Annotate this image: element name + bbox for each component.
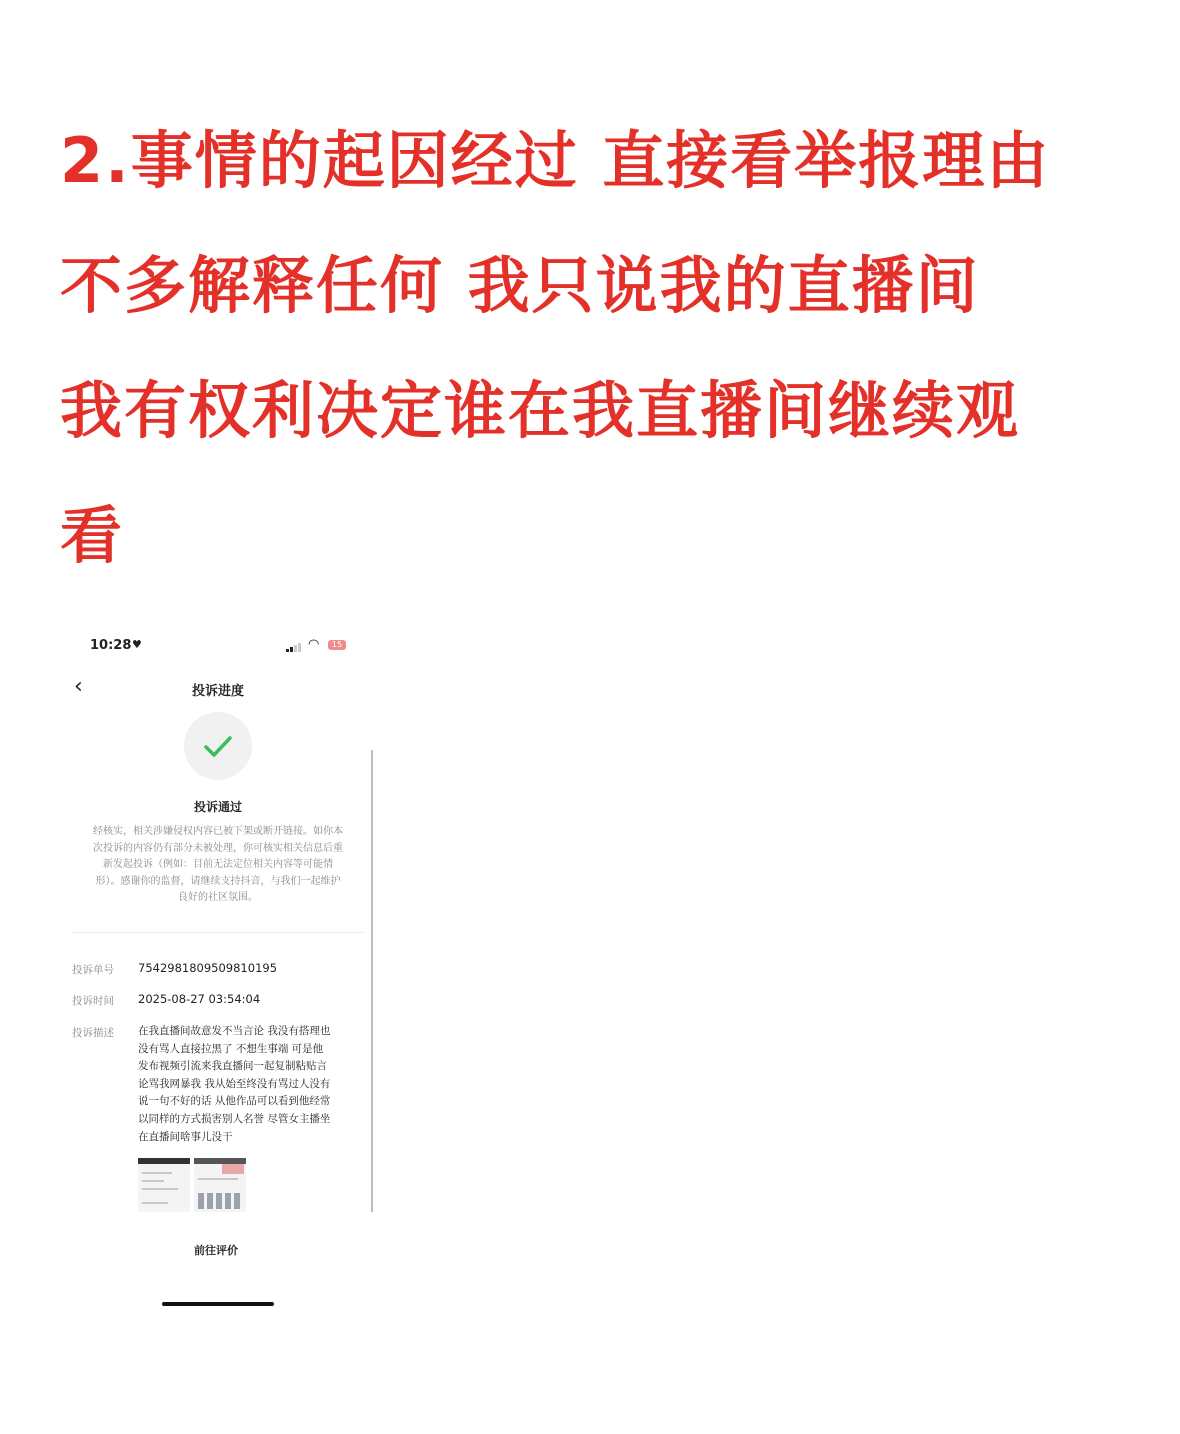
complaint-line: 论骂我网暴我 我从始至终没有骂过人没有 (138, 1077, 331, 1090)
complaint-time-label: 投诉时间 (72, 995, 114, 1007)
scrollbar[interactable] (371, 750, 373, 1212)
status-time: 10:28 (90, 638, 132, 653)
result-description (72, 824, 364, 907)
headline-line-4: 看 (60, 499, 125, 572)
divider (72, 932, 364, 933)
complaint-time-value: 2025-08-27 03:54:04 (138, 992, 261, 1006)
back-icon[interactable]: ‹ (74, 674, 83, 699)
complaint-line: 以同样的方式损害别人名誉 尽管女主播坐 (138, 1112, 331, 1125)
headline-line-3: 我有权利决定谁在我直播间继续观 (60, 374, 1021, 447)
home-indicator (162, 1302, 274, 1306)
desc-line: 经核实，相关涉嫌侵权内容已被下架或断开链接。如你本 (93, 826, 343, 837)
complaint-number-label: 投诉单号 (72, 964, 114, 976)
battery-icon: 15 (328, 640, 346, 650)
complaint-line: 发布视频引流来我直播间一起复制粘贴言 (138, 1060, 327, 1073)
phone-screenshot (58, 622, 378, 1322)
signal-icon (286, 642, 302, 652)
heart-icon: ♥ (132, 638, 142, 651)
desc-line: 新发起投诉（例如：目前无法定位相关内容等可能情 (103, 859, 333, 870)
wifi-icon: ◠ (308, 637, 320, 652)
evidence-thumbnail-2[interactable] (194, 1158, 246, 1212)
headline-line-2: 不多解释任何 我只说我的直播间 (60, 249, 980, 322)
evidence-thumbnail-1[interactable] (138, 1158, 190, 1212)
result-title: 投诉通过 (193, 800, 242, 814)
complaint-line: 说一句不好的话 从他作品可以看到他经常 (138, 1095, 331, 1108)
success-check-icon (184, 712, 252, 780)
desc-line: 形）。感谢你的监督，请继续支持抖音，与我们一起维护 (95, 875, 341, 887)
go-rate-button[interactable]: 前往评价 (194, 1244, 238, 1257)
complaint-description (138, 1023, 366, 1146)
complaint-line: 在直播间啥事儿没干 (138, 1130, 233, 1143)
complaint-desc-label: 投诉描述 (72, 1027, 114, 1039)
desc-line: 次投诉的内容仍有部分未被处理，你可核实相关信息后重 (93, 842, 343, 854)
headline (60, 98, 1140, 598)
complaint-number-value: 7542981809509810195 (138, 961, 278, 975)
desc-line: 良好的社区氛围。 (178, 892, 258, 903)
page-title: 投诉进度 (191, 684, 244, 699)
headline-line-1: 2.事情的起因经过 直接看举报理由 (60, 124, 1051, 197)
complaint-line: 没有骂人直接拉黑了 不想生事端 可是他 (138, 1042, 324, 1055)
complaint-line: 在我直播间故意发不当言论 我没有搭理也 (138, 1025, 331, 1037)
